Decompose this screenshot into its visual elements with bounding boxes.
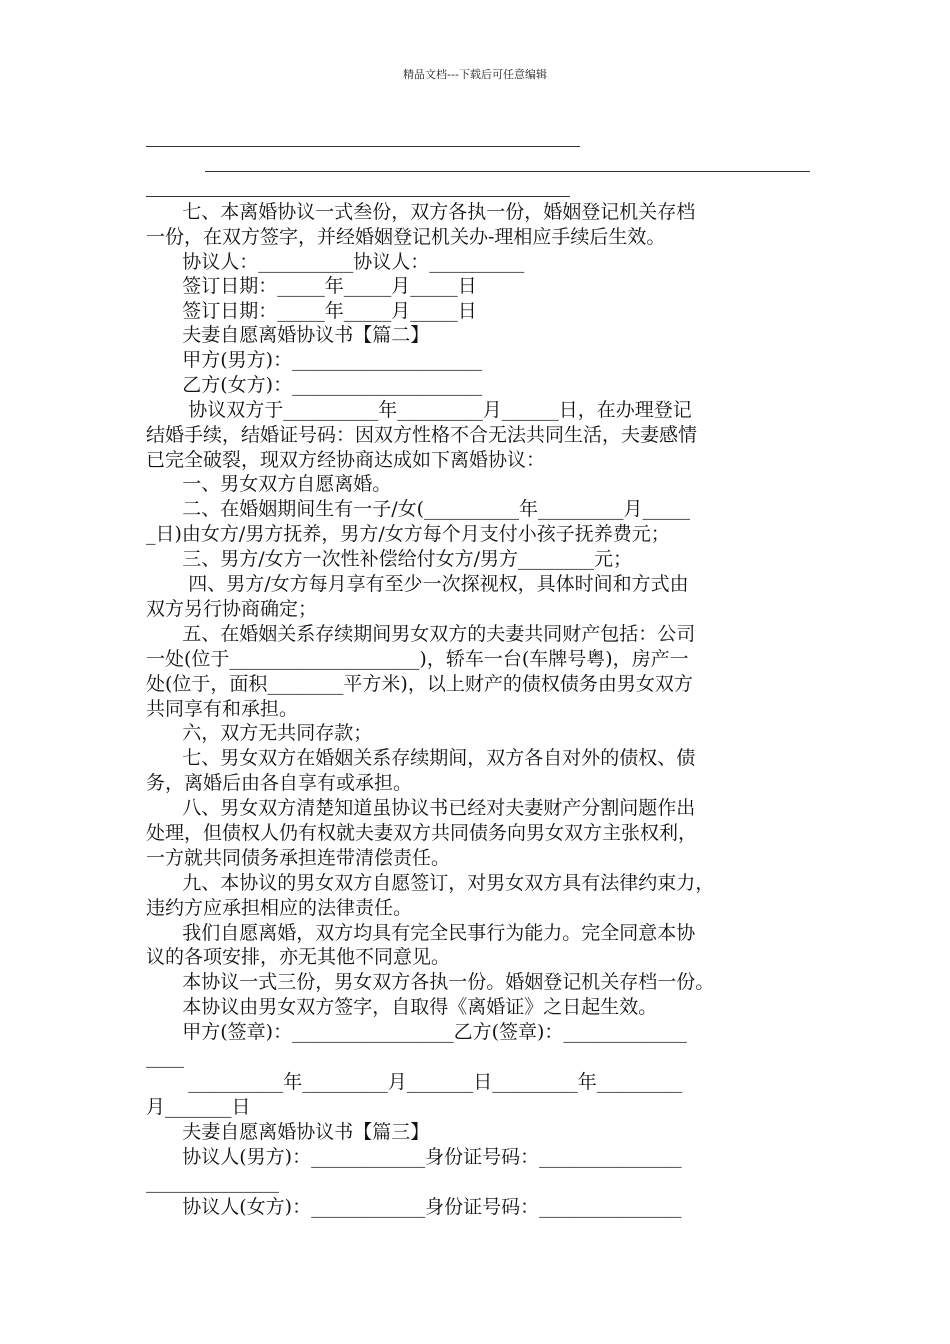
text-line: 乙方(女方)：____________________	[146, 374, 483, 396]
text-line: 六，双方无共同存款；	[146, 722, 373, 744]
text-line: 共同享有和承担。	[146, 698, 299, 720]
text-line: 一方就共同债务承担连带清偿责任。	[146, 847, 451, 869]
page-header: 精品文档---下载后可任意编辑	[403, 68, 547, 81]
text-line: 七、本离婚协议一式叁份，双方各执一份，婚姻登记机关存档	[146, 201, 696, 223]
text-line: 协议双方于__________年_________月______日，在办理登记	[146, 399, 692, 421]
blank-line-3	[146, 196, 570, 197]
section-title: 夫妻自愿离婚协议书【篇三】	[146, 1121, 430, 1143]
blank-line-2	[205, 171, 810, 172]
text-line: 甲方(男方)：____________________	[146, 349, 483, 371]
text-line: 二、在婚姻期间生有一子/女(__________年_________月_____	[146, 498, 691, 520]
text-line: 签订日期：_____年_____月_____日	[146, 275, 477, 297]
text-line: ______________	[146, 1171, 279, 1193]
text-line: 四、男方/女方每月享有至少一次探视权，具体时间和方式由	[146, 573, 689, 595]
blank-line-1	[146, 146, 580, 147]
text-line: 五、在婚姻关系存续期间男女双方的夫妻共同财产包括：公司	[146, 623, 696, 645]
text-line: 协议人(男方)：____________身份证号码：_______________	[146, 1146, 682, 1168]
text-line: 双方另行协商确定；	[146, 598, 318, 620]
text-line: 本协议由男女双方签字，自取得《离婚证》之日起生效。	[146, 996, 658, 1018]
text-line: 协议人：__________协议人：__________	[146, 251, 525, 273]
text-line: 处理，但债权人仍有权就夫妻双方共同债务向男女双方主张权利，	[146, 822, 698, 844]
text-line: 我们自愿离婚，双方均具有完全民事行为能力。完全同意本协	[146, 922, 696, 944]
text-line: 协议人(女方)：____________身份证号码：_______________	[146, 1196, 682, 1218]
text-line: 一处(位于____________________)，轿车一台(车牌号粤)，房产一	[146, 648, 689, 670]
text-line: 九、本协议的男女双方自愿签订，对男女双方具有法律约束力，	[146, 872, 715, 894]
text-line: 本协议一式三份，男女双方各执一份。婚姻登记机关存档一份。	[146, 971, 715, 993]
text-line: _日)由女方/男方抚养，男方/女方每个月支付小孩子抚养费元；	[146, 523, 670, 545]
text-line: 八、男女双方清楚知道虽协议书已经对夫妻财产分割问题作出	[146, 797, 696, 819]
text-line: 月_______日	[146, 1096, 251, 1118]
text-line: 已完全破裂，现双方经协商达成如下离婚协议：	[146, 449, 546, 471]
text-line: 一份，在双方签字，并经婚姻登记机关办-理相应手续后生效。	[146, 226, 666, 248]
text-line: 三、男方/女方一次性补偿给付女方/男方________元；	[146, 548, 633, 570]
text-line: 处(位于，面积________平方米)，以上财产的债权债务由男女双方	[146, 673, 693, 695]
section-title: 夫妻自愿离婚协议书【篇二】	[146, 324, 430, 346]
text-line: __________年_________月_______日_________年_________	[146, 1071, 683, 1093]
text-line: ____	[146, 1046, 184, 1068]
text-line: 议的各项安排，亦无其他不同意见。	[146, 946, 451, 968]
text-line: 违约方应承担相应的法律责任。	[146, 897, 413, 919]
text-line: 七、男女双方在婚姻关系存续期间，双方各自对外的债权、债	[146, 747, 696, 769]
text-line: 务，离婚后由各自享有或承担。	[146, 772, 413, 794]
text-line: 签订日期：_____年_____月_____日	[146, 300, 477, 322]
text-line: 结婚手续，结婚证号码：因双方性格不合无法共同生活，夫妻感情	[146, 424, 698, 446]
text-line: 甲方(签章)：_________________乙方(签章)：_____________	[146, 1021, 687, 1043]
text-line: 一、男女双方自愿离婚。	[146, 473, 392, 495]
